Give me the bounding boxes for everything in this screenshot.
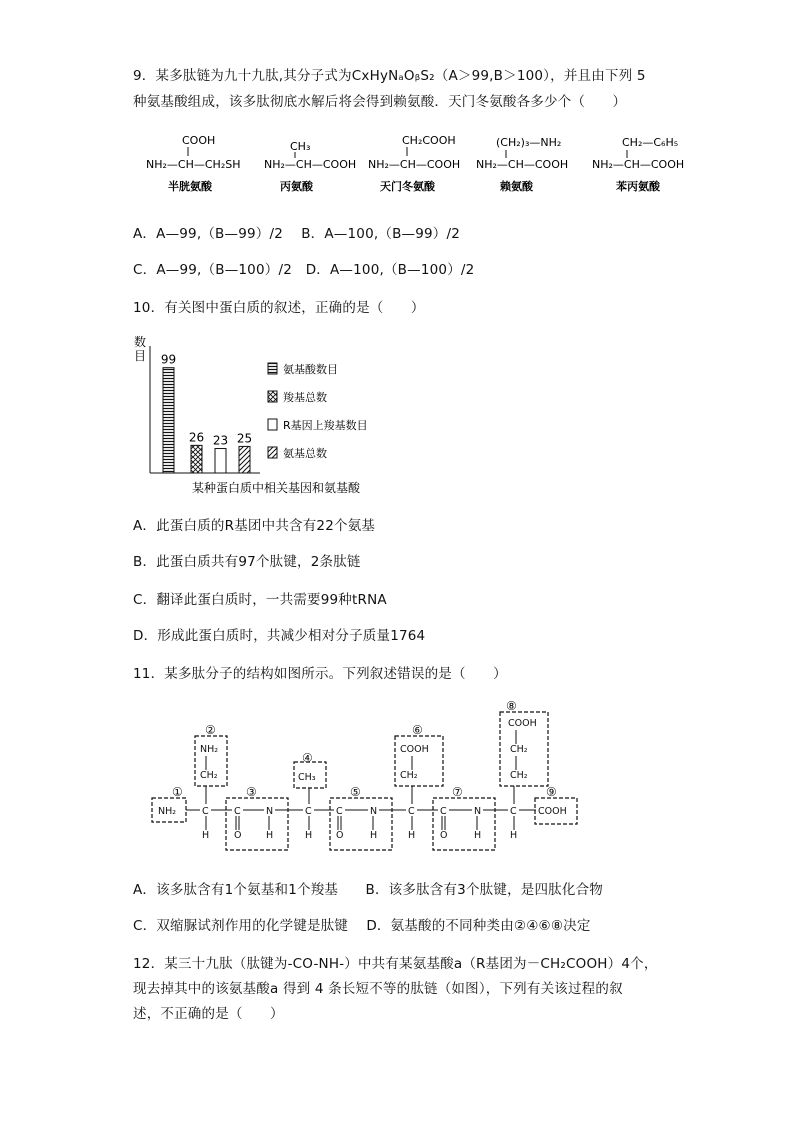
bar-value-label: 23 bbox=[212, 433, 229, 448]
carbonyl-c: C bbox=[440, 806, 447, 817]
aa-top-group: (CH₂)₃—NH₂ bbox=[496, 136, 562, 149]
protein-bar-chart bbox=[128, 332, 398, 502]
cooh-terminal: COOH bbox=[538, 806, 567, 817]
ch2-side: CH₂ bbox=[200, 770, 218, 781]
alpha-h: H bbox=[408, 830, 416, 841]
cooh-side: COOH bbox=[400, 744, 429, 755]
aa-name: 赖氨酸 bbox=[500, 180, 533, 193]
aa-main-chain: NH₂—CH—COOH bbox=[476, 158, 569, 171]
alpha-c: C bbox=[510, 806, 517, 817]
q12-stem-line2: 现去掉其中的该氨基酸a 得到 4 条长短不等的肽链（如图），下列有关该过程的叙 bbox=[133, 981, 623, 997]
bar-1 bbox=[163, 368, 174, 473]
amino-acid-phenylalanine bbox=[592, 136, 684, 193]
q9-options-ab: A．A—99,（B—99）/2 B．A—100,（B—99）/2 bbox=[133, 226, 461, 242]
q12-stem-line3: 述，不正确的是（ ） bbox=[133, 1006, 284, 1022]
bar-value-label: 26 bbox=[188, 430, 205, 445]
label-8: ⑧ bbox=[506, 700, 517, 713]
amide-h: H bbox=[266, 830, 274, 841]
amino-acid-aspartic bbox=[368, 134, 460, 193]
nh2-side: NH₂ bbox=[200, 744, 219, 755]
label-2: ② bbox=[205, 723, 216, 737]
q9-options-cd: C．A—99,（B—100）/2 D．A—100,（B—100）/2 bbox=[133, 262, 475, 278]
label-9: ⑨ bbox=[546, 785, 557, 799]
carbonyl-o: O bbox=[336, 830, 344, 841]
bar-value-label: 99 bbox=[160, 352, 177, 367]
aa-top-group: CH₃ bbox=[290, 140, 311, 153]
amide-n: N bbox=[370, 806, 378, 817]
aa-main-chain: NH₂—CH—COOH bbox=[264, 158, 357, 171]
carbonyl-c: C bbox=[234, 806, 241, 817]
aa-top-group: CH₂—C₆H₅ bbox=[622, 136, 679, 149]
aa-name: 苯丙氨酸 bbox=[616, 180, 660, 193]
q11-options-ab: A．该多肽含有1个氨基和1个羧基 B．该多肽含有3个肽键，是四肽化合物 bbox=[133, 882, 603, 898]
ch3-side: CH₃ bbox=[298, 772, 316, 783]
alpha-h: H bbox=[202, 830, 210, 841]
aa-name: 丙氨酸 bbox=[280, 180, 313, 193]
legend-entry: 羧基总数 bbox=[283, 391, 327, 404]
amino-acid-structures bbox=[140, 128, 700, 198]
amide-h: H bbox=[474, 830, 482, 841]
amide-n: N bbox=[266, 806, 274, 817]
legend-entry: 氨基总数 bbox=[283, 447, 327, 460]
aa-main-chain: NH₂—CH—CH₂SH bbox=[146, 158, 241, 171]
ch2-side-2: CH₂ bbox=[400, 770, 418, 781]
label-4: ④ bbox=[302, 751, 313, 765]
aa-name: 天门冬氨酸 bbox=[380, 180, 435, 193]
label-6: ⑥ bbox=[412, 723, 423, 737]
q9-stem-line1: 9．某多肽链为九十九肽,其分子式为CxHyNₐOᵦS₂（A＞99,B＞100），并且由下列 5 bbox=[133, 68, 646, 84]
q9-stem-line2: 种氨基酸组成，该多肽彻底水解后将会得到赖氨酸．天门冬氨酸各多少个（ ） bbox=[133, 94, 627, 110]
x-axis-label: 某种蛋白质中相关基因和氨基酸 bbox=[192, 481, 361, 495]
legend-swatch bbox=[268, 447, 277, 458]
q10-stem: 10．有关图中蛋白质的叙述，正确的是（ ） bbox=[133, 300, 425, 316]
y-axis-label-1: 数 bbox=[134, 335, 147, 349]
amide-n: N bbox=[474, 806, 482, 817]
q11-stem: 11．某多肽分子的结构如图所示。下列叙述错误的是（ ） bbox=[133, 666, 507, 682]
aa-main-chain: NH₂—CH—COOH bbox=[368, 158, 461, 171]
aa-top-group: CH₂COOH bbox=[402, 134, 456, 147]
legend-entry: 氨基酸数目 bbox=[283, 363, 338, 376]
ch2-side-3: CH₂ bbox=[510, 744, 528, 755]
amide-h: H bbox=[370, 830, 378, 841]
q11-options-cd: C．双缩脲试剂作用的化学键是肽键 D．氨基酸的不同种类由②④⑥⑧决定 bbox=[133, 918, 591, 934]
amino-acid-lysine bbox=[476, 136, 568, 193]
legend-swatch bbox=[268, 419, 277, 430]
bar-value-label: 25 bbox=[236, 431, 253, 446]
nh2-group: NH₂ bbox=[158, 806, 177, 817]
alpha-c: C bbox=[202, 806, 209, 817]
bar-2 bbox=[191, 445, 202, 473]
alpha-h: H bbox=[305, 830, 313, 841]
aa-name: 半胱氨酸 bbox=[168, 180, 212, 193]
label-7: ⑦ bbox=[452, 785, 463, 799]
bar-3 bbox=[215, 449, 226, 473]
amino-acid-alanine bbox=[264, 140, 356, 193]
q12-stem-line1: 12．某三十九肽（肽键为-CO-NH-）中共有某氨基酸a（R基团为－CH₂COOH）4个， bbox=[133, 956, 658, 972]
q10-option-c: C．翻译此蛋白质时，一共需要99种tRNA bbox=[133, 592, 387, 608]
y-axis-label-2: 目 bbox=[134, 349, 147, 363]
alpha-c: C bbox=[408, 806, 415, 817]
polypeptide-structure-diagram bbox=[150, 700, 590, 855]
legend-entry: R基因上羧基数目 bbox=[283, 419, 368, 432]
label-3: ③ bbox=[246, 785, 257, 799]
label-5: ⑤ bbox=[350, 785, 361, 799]
carbonyl-o: O bbox=[440, 830, 448, 841]
amino-acid-cysteine bbox=[146, 134, 240, 193]
alpha-c: C bbox=[305, 806, 312, 817]
ch2-side-4: CH₂ bbox=[510, 770, 528, 781]
legend-swatch bbox=[268, 363, 277, 374]
label-1: ① bbox=[172, 785, 183, 799]
q10-option-b: B．此蛋白质共有97个肽键，2条肽链 bbox=[133, 554, 361, 570]
q10-option-a: A．此蛋白质的R基团中共含有22个氨基 bbox=[133, 518, 376, 534]
q10-option-d: D．形成此蛋白质时，共减少相对分子质量1764 bbox=[133, 628, 426, 644]
aa-main-chain: NH₂—CH—COOH bbox=[592, 158, 685, 171]
bar-4 bbox=[239, 446, 250, 473]
legend-swatch bbox=[268, 391, 277, 402]
alpha-h: H bbox=[510, 830, 518, 841]
carbonyl-o: O bbox=[234, 830, 242, 841]
aa-top-group: COOH bbox=[182, 134, 216, 147]
cooh-side-2: COOH bbox=[508, 718, 537, 729]
carbonyl-c: C bbox=[336, 806, 343, 817]
